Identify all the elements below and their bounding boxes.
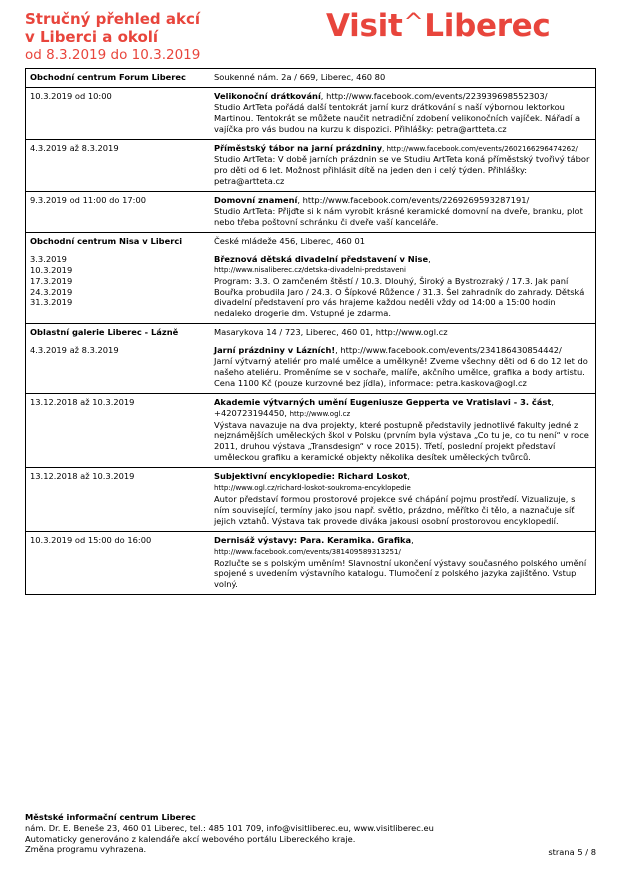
- event-url[interactable]: , http://www.facebook.com/events/223939698552303/: [320, 90, 548, 101]
- event-desc: Program: 3.3. O zamčeném štěstí / 10.3. Dlouhý, Široký a Bystrozraký / 17.3. Jak paní Bouřka probudila Jaro / 24.3. O Šípkové Růžence / 31.3. Šel zahradník do zahrady. Dětská divadelní představení pro vás hrajeme každou neděli vždy od 14:00 a 15:00 hodin nedaleko drogerie dm. Vstupné je zdarma.: [214, 275, 585, 319]
- event-row: 13.12.2018 až 10.3.2019 Akademie výtvarných umění Eugeniusze Gepperta ve Vratislavi - 3. část, +420723194450, http://www.ogl.cz Výstava navazuje na dva projekty, které postupně představily jednotlivé fakulty jedné z nejznámějších uměleckých škol v Polsku (prvním byla výstava „Co tu je, co tu není“ v roce 2011, druhou výstava „Transdesign“ v roce 2015). Třetí, poslední projekt představí uměleckou grafiku a keramické objekty několika desítek uměleckých tvůrců.: [26, 393, 596, 467]
- document-header: [25, 10, 200, 64]
- visit-liberec-logo: Visit^Liberec: [326, 8, 551, 44]
- event-date: 17.3.2019: [30, 275, 73, 286]
- event-url[interactable]: http://www.ogl.cz/richard-loskot-soukroma-encyklopedie: [214, 484, 411, 493]
- footer-note2: Změna programu vyhrazena.: [25, 844, 147, 855]
- title-line1: Stručný přehled akcí: [25, 10, 201, 28]
- event-title: Velikonoční drátkování: [214, 90, 321, 101]
- event-title: Jarní prázdniny v Lázních!: [214, 345, 336, 356]
- event-desc: Studio ArtTeta: V době jarních prázdnin se ve Studiu ArtTeta koná příměstský tvořivý tábor pro děti od 6 let. Možnost přihlásit dítě na jeden den i celý týden. Přihlášky: petra@artteta.cz: [214, 154, 590, 187]
- venue-row: [26, 69, 596, 88]
- event-desc: Rozlučte se s polským uměním! Slavnostní ukončení výstavy současného polského umění spojené s uvedením výstavního katalogu. Tlumočení z polského jazyka zajištěno. Vstup volný.: [214, 557, 587, 590]
- event-title: Příměstský tábor na jarní prázdniny: [214, 142, 383, 153]
- event-date: 13.12.2018 až 10.3.2019: [26, 393, 211, 467]
- venue-address: České mládeže 456, Liberec, 460 01: [214, 235, 366, 246]
- events-table: [25, 68, 596, 595]
- event-date: 9.3.2019 od 11:00 do 17:00: [26, 192, 211, 233]
- event-url[interactable]: , http://www.facebook.com/events/2602166296474262/: [382, 144, 578, 153]
- footer-address: nám. Dr. E. Beneše 23, 460 01 Liberec, tel.: 485 101 709, info@visitliberec.eu, www.visitliberec.eu: [25, 822, 434, 833]
- event-date: 10.3.2019 od 15:00 do 16:00: [26, 531, 211, 595]
- event-row: [26, 87, 596, 139]
- event-url[interactable]: , http://www.facebook.com/events/2269269593287191/: [297, 195, 530, 206]
- event-title: Dernisáž výstavy: Para. Keramika. Grafika: [214, 534, 412, 545]
- event-phone: +420723194450: [214, 407, 285, 418]
- event-row: [26, 192, 596, 233]
- event-url[interactable]: http://www.nisaliberec.cz/detska-divadelni-predstaveni: [214, 265, 406, 274]
- venue-row: [26, 324, 596, 394]
- event-date: 3.3.2019: [30, 253, 67, 264]
- venue-address: Masarykova 14 / 723, Liberec, 460 01, http://www.ogl.cz: [214, 327, 448, 338]
- event-date: 13.12.2018 až 10.3.2019: [26, 468, 211, 532]
- venue-name: Obchodní centrum Nisa v Liberci: [30, 235, 183, 246]
- event-desc: Výstava navazuje na dva projekty, které postupně představily jednotlivé fakulty jedné z nejznámějších uměleckých škol v Polsku (prvním byla výstava „Co tu je, co tu není“ v roce 2011, druhou výstava „Transdesign“ v roce 2015). Třetí, poslední projekt představí uměleckou grafiku a keramické objekty několika desítek uměleckých tvůrců.: [214, 419, 589, 463]
- event-title: Březnová dětská divadelní představení v Nise: [214, 253, 429, 264]
- event-desc: Studio ArtTeta: Přijďte si k nám vyrobit krásné keramické domovní na dveře, branku, plot nebo třeba poštovní schránku či dveře vaší kanceláře.: [214, 206, 583, 227]
- event-url[interactable]: , http://www.facebook.com/events/234186430854442/: [335, 345, 562, 356]
- event-desc: Jarní výtvarný ateliér pro malé umělce a umělkyně! Zveme všechny děti od 6 do 12 let do našeho ateliéru. Proměníme se v sochaře, malíře, akčního umělce, grafika a body artistu. Cena 1100 Kč (pouze kurzovné bez jídla), informace: petra.kaskova@ogl.cz: [214, 356, 588, 388]
- event-row: [26, 139, 596, 192]
- venue-name: Oblastní galerie Liberec - Lázně: [30, 327, 179, 338]
- event-date: 4.3.2019 až 8.3.2019: [30, 345, 119, 356]
- venue-address: Soukenné nám. 2a / 669, Liberec, 460 80: [210, 69, 596, 88]
- event-date: 24.3.2019: [30, 286, 73, 297]
- footer-note1: Automaticky generováno z kalendáře akcí webového portálu Libereckého kraje.: [25, 833, 356, 844]
- event-date: 4.3.2019 až 8.3.2019: [26, 139, 211, 192]
- title-line2: v Liberci a okolí: [25, 28, 159, 46]
- event-url[interactable]: http://www.ogl.cz: [289, 409, 351, 418]
- venue-name: Obchodní centrum Forum Liberec: [26, 69, 211, 88]
- footer-org: Městské informační centrum Liberec: [25, 812, 196, 822]
- event-desc: Studio ArtTeta pořádá další tentokrát jarní kurz drátkování s naší výbornou lektorkou Martinou. Tentokrát se můžete naučit netradiční zdobení velikonočních vajíček. Nářadí a vajíčka pro vás budou na kurzu k dispozici. Přihlášky: petra@artteta.cz: [214, 101, 581, 134]
- venue-row: Obchodní centrum Nisa v Liberci 3.3.2019 10.3.2019 17.3.2019 24.3.2019 31.3.2019 České mládeže 456, Liberec, 460 01 Březnová dětská divadelní představení v Nise, http://www.nisaliberec.cz/detska-divadelni-predstaveni Program: 3.3. O zamčeném štěstí / 10.3. Dlouhý, Široký a Bystrozraký / 17.3. Jak paní Bouřka probudila Jaro / 24.3. O Šípkové Růžence / 31.3. Šel zahradník do zahrady. Dětská divadelní představení pro vás hrajeme každou neděli vždy od 14:00 a 15:00 hodin nedaleko drogerie dm. Vstupné je zdarma.: [26, 232, 596, 323]
- event-title: Akademie výtvarných umění Eugeniusze Gepperta ve Vratislavi - 3. část: [214, 396, 552, 407]
- event-title: Domovní znamení: [214, 195, 298, 206]
- page-number: strana 5 / 8: [548, 847, 596, 857]
- event-date: 31.3.2019: [30, 297, 73, 308]
- footer: [25, 812, 596, 855]
- event-desc: Autor představí formou prostorové projekce své chápání pojmu prostředí. Vizualizuje, s ním související, termíny jako jsou např. světlo, prázdno, měřítko či tělo, a naznačuje síť jejich vztahů. Výstava tak provede diváka jakousi osobní prostorovou encyklopedií.: [214, 494, 576, 526]
- event-row: 13.12.2018 až 10.3.2019 Subjektivní encyklopedie: Richard Loskot, http://www.ogl.cz/richard-loskot-soukroma-encyklopedie Autor představí formou prostorové projekce své chápání pojmu prostředí. Vizualizuje, s ním související, termíny jako jsou např. světlo, prázdno, měřítko či tělo, a naznačuje síť jejich vztahů. Výstava tak provede diváka jakousi osobní prostorovou encyklopedií.: [26, 468, 596, 532]
- event-url[interactable]: http://www.facebook.com/events/381409589313251/: [214, 547, 401, 556]
- venue-cell: [26, 232, 211, 323]
- event-date: 10.3.2019 od 10:00: [26, 87, 211, 139]
- venue-cell: [26, 324, 211, 394]
- event-row: 10.3.2019 od 15:00 do 16:00 Dernisáž výstavy: Para. Keramika. Grafika, http://www.facebook.com/events/381409589313251/ Rozlučte se s polským uměním! Slavnostní ukončení výstavy současného polského umění spojené s uvedením výstavního katalogu. Tlumočení z polského jazyka zajištěno. Vstup volný.: [26, 531, 596, 595]
- date-range: od 8.3.2019 do 10.3.2019: [25, 47, 201, 63]
- event-date: 10.3.2019: [30, 264, 73, 275]
- event-title: Subjektivní encyklopedie: Richard Loskot: [214, 471, 408, 482]
